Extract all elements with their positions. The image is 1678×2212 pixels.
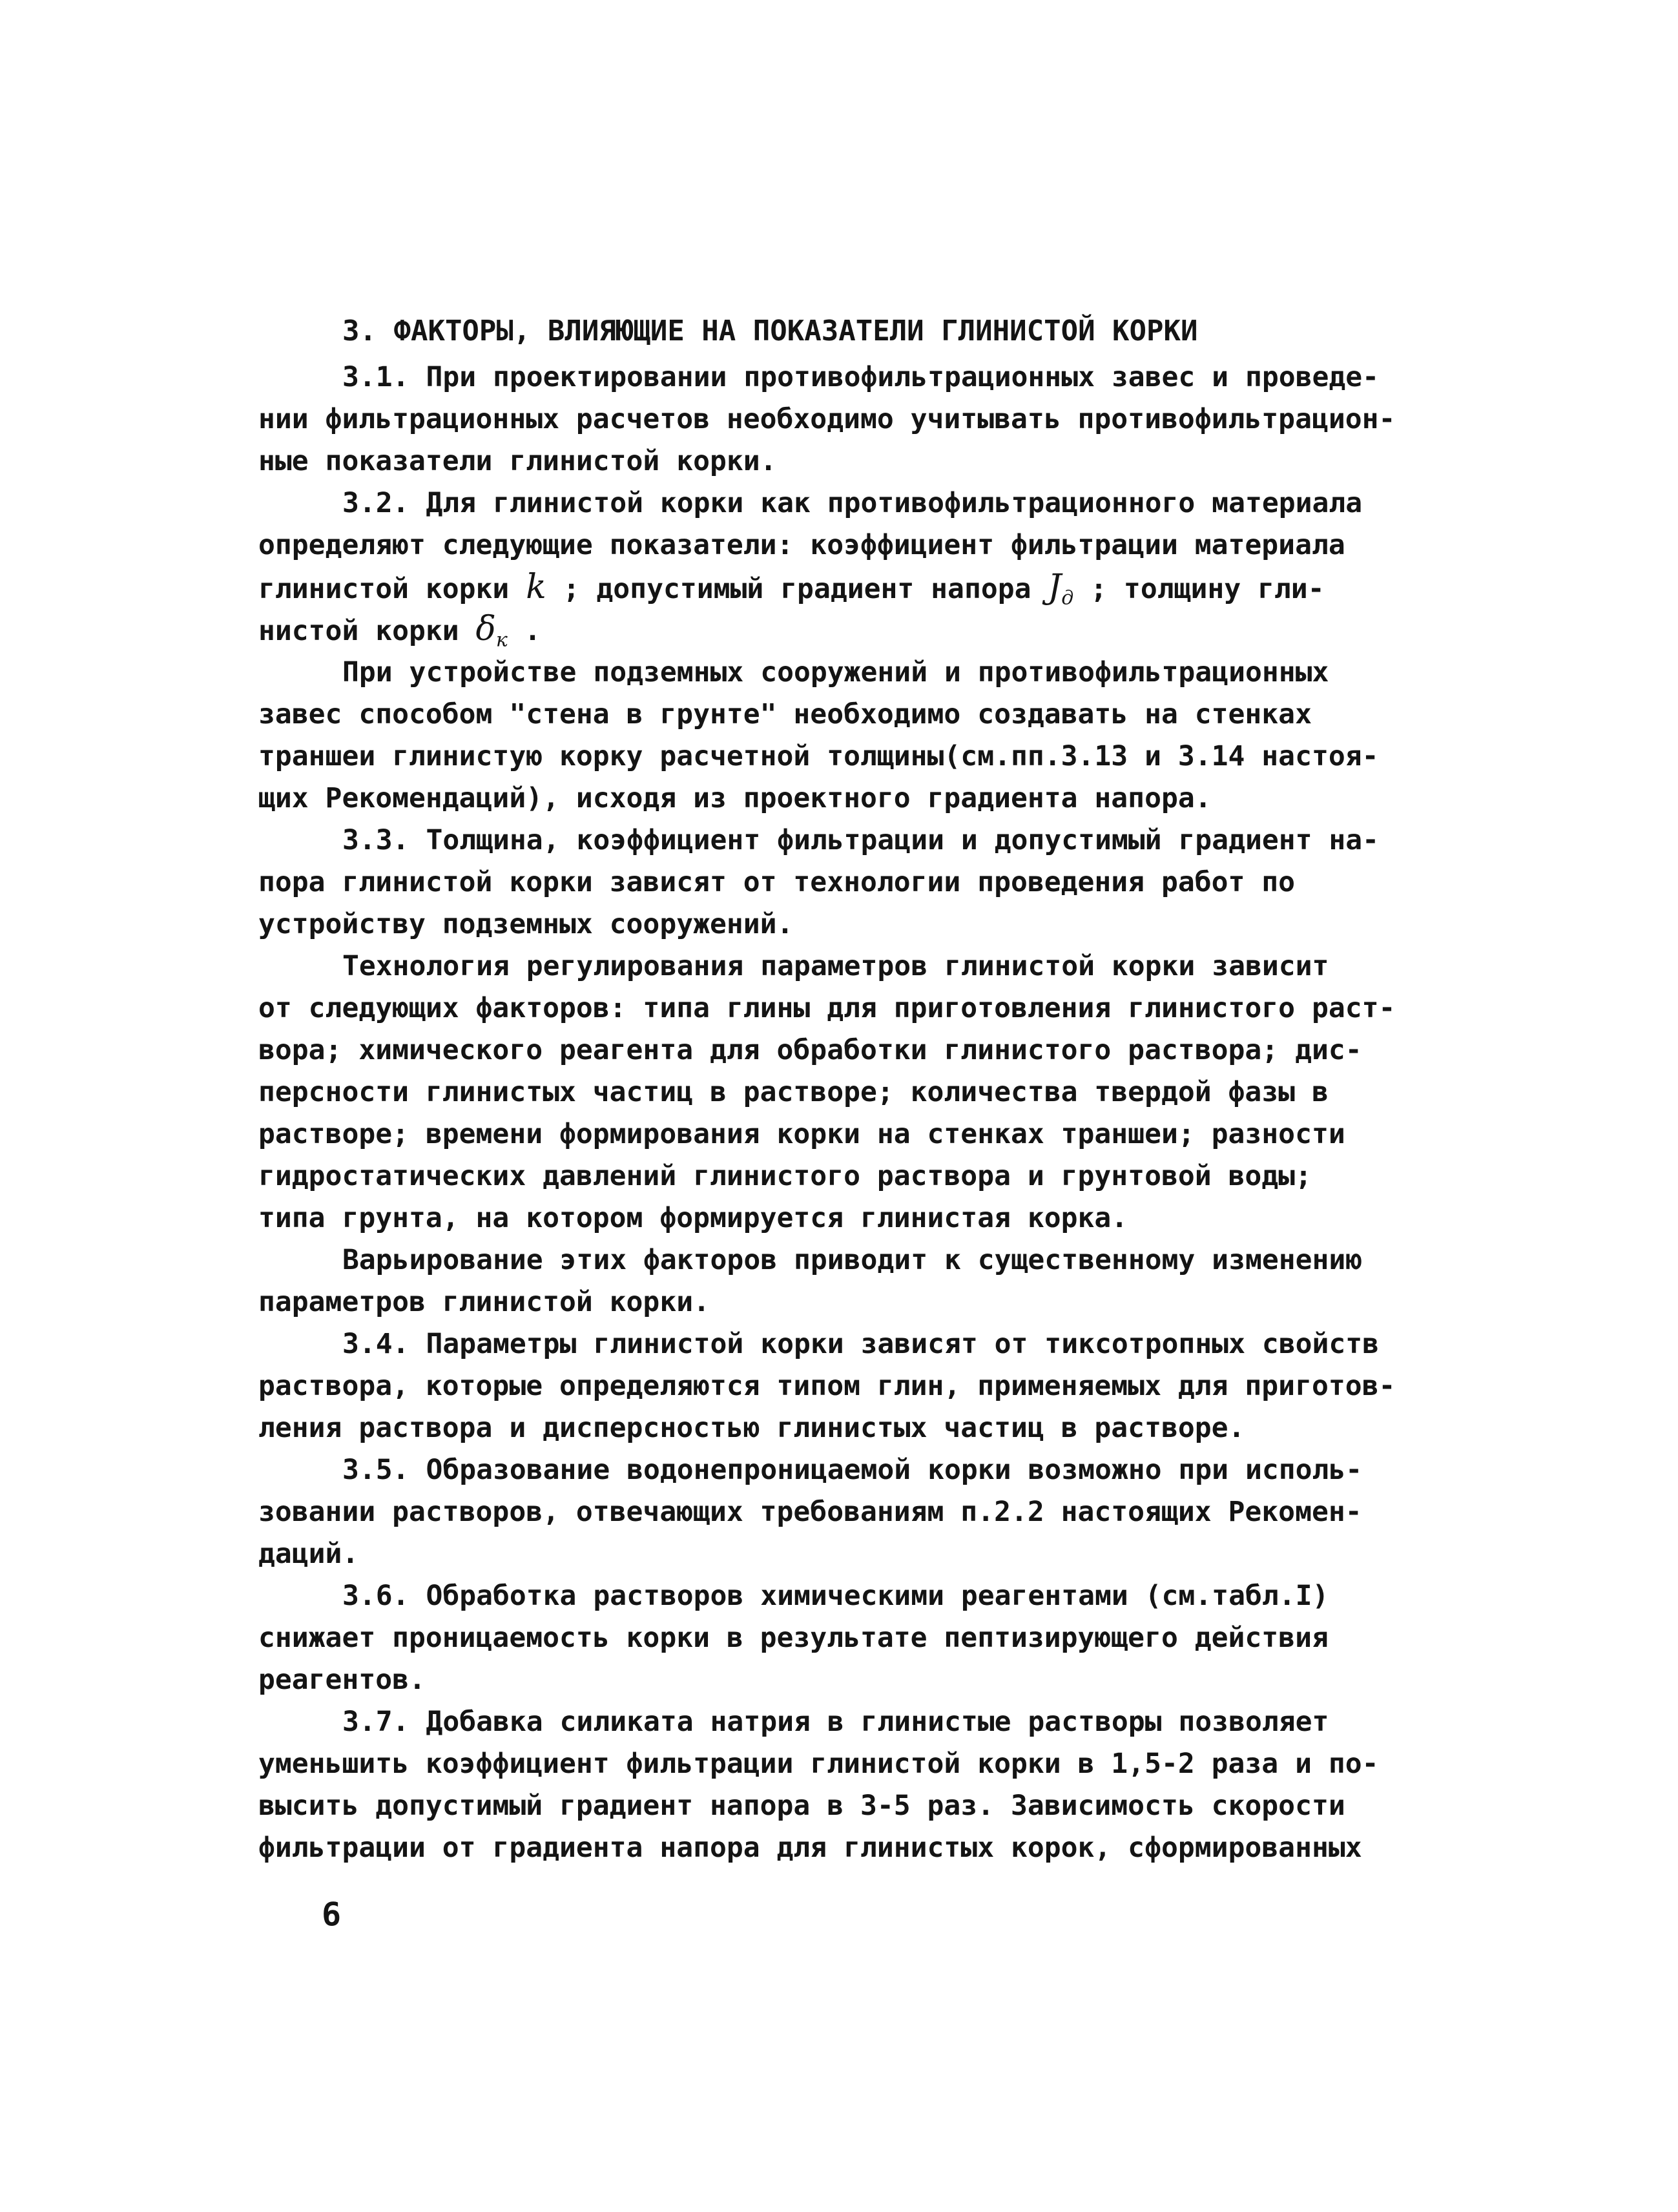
- text-line: персности глинистых частиц в растворе; количества твердой фазы в: [258, 1076, 1329, 1108]
- text-span: .: [507, 615, 541, 647]
- paragraph-3-1: [258, 357, 1434, 482]
- text-line: высить допустимый градиент напора в 3-5 раз. Зависимость скорости: [258, 1790, 1345, 1822]
- text-line: нии фильтрационных расчетов необходимо учитывать противофильтрацион-: [258, 403, 1396, 435]
- paragraph-3-2: [258, 482, 1434, 650]
- text-span: глинистой корки: [258, 573, 526, 605]
- text-line: гидростатических давлений глинистого раствора и грунтовой воды;: [258, 1160, 1312, 1192]
- text-line: от следующих факторов: типа глины для приготовления глинистого раст-: [258, 992, 1396, 1024]
- text-line: фильтрации от градиента напора для глинистых корок, сформированных: [258, 1832, 1362, 1864]
- text-line: Технология регулирования параметров глинистой корки зависит: [342, 950, 1329, 982]
- text-line: 3.5. Образование водонепроницаемой корки возможно при исполь-: [342, 1454, 1363, 1486]
- text-line: 3.2. Для глинистой корки как противофильтрационного материала: [342, 487, 1363, 519]
- text-line: 3.3. Толщина, коэффициент фильтрации и допустимый градиент на-: [342, 824, 1380, 856]
- paragraph-underground: [258, 652, 1434, 820]
- text-line: растворе; времени формирования корки на стенках траншеи; разности: [258, 1118, 1345, 1150]
- text-span: нистой корки: [258, 615, 476, 647]
- paragraph-3-7: [258, 1701, 1434, 1869]
- text-block: [258, 310, 1434, 1869]
- symbol-j: J: [1048, 568, 1062, 606]
- text-span: ; толщину гли-: [1073, 573, 1325, 605]
- text-line: снижает проницаемость корки в результате пептизирующего действия: [258, 1622, 1329, 1654]
- text-line: Варьирование этих факторов приводит к существенному изменению: [342, 1244, 1363, 1276]
- text-span: ; допустимый градиент напора: [546, 573, 1048, 605]
- symbol-k: k: [526, 568, 546, 606]
- formula-line: [258, 566, 1434, 608]
- text-line: определяют следующие показатели: коэффициент фильтрации материала: [258, 529, 1345, 561]
- text-line: параметров глинистой корки.: [258, 1286, 710, 1318]
- page-number: 6: [322, 1896, 342, 1933]
- text-line: ления раствора и дисперсностью глинистых частиц в растворе.: [258, 1412, 1245, 1444]
- text-line: 3.4. Параметры глинистой корки зависят от тиксотропных свойств: [342, 1328, 1380, 1360]
- text-line: траншеи глинистую корку расчетной толщины(см.пп.3.13 и 3.14 настоя-: [258, 740, 1379, 772]
- text-line: даций.: [258, 1538, 359, 1570]
- symbol-delta: δ: [475, 610, 496, 648]
- text-line: завес способом "стена в грунте" необходимо создавать на стенках: [258, 698, 1312, 730]
- paragraph-3-4: [258, 1323, 1434, 1449]
- text-line: щих Рекомендаций), исходя из проектного градиента напора.: [258, 782, 1212, 814]
- text-line: раствора, которые определяются типом глин, применяемых для приготов-: [258, 1370, 1396, 1402]
- paragraph-variation: [258, 1239, 1434, 1323]
- text-line: пора глинистой корки зависят от технологии проведения работ по: [258, 866, 1296, 898]
- text-line: типа грунта, на котором формируется глинистая корка.: [258, 1202, 1128, 1234]
- text-line: 3.1. При проектировании противофильтрационных завес и проведе-: [342, 361, 1380, 393]
- text-line: 3.6. Обработка растворов химическими реагентами (см.табл.I): [342, 1580, 1329, 1612]
- symbol-delta-subscript: к: [495, 628, 508, 652]
- text-line: вора; химического реагента для обработки глинистого раствора; дис-: [258, 1034, 1362, 1066]
- text-line: При устройстве подземных сооружений и противофильтрационных: [342, 656, 1329, 688]
- text-line: ные показатели глинистой корки.: [258, 445, 777, 477]
- paragraph-3-5: [258, 1449, 1434, 1575]
- paragraph-3-6: [258, 1575, 1434, 1701]
- paragraph-3-3: [258, 820, 1434, 946]
- formula-line: [258, 608, 1434, 650]
- symbol-j-subscript: д: [1061, 586, 1074, 610]
- text-line: реагентов.: [258, 1664, 426, 1696]
- text-line: 3.7. Добавка силиката натрия в глинистые растворы позволяет: [342, 1706, 1329, 1738]
- text-line: уменьшить коэффициент фильтрации глинистой корки в 1,5-2 раза и по-: [258, 1748, 1379, 1780]
- paragraph-technology: [258, 946, 1434, 1239]
- section-heading: 3. ФАКТОРЫ, ВЛИЯЮЩИЕ НА ПОКАЗАТЕЛИ ГЛИНИСТОЙ КОРКИ: [342, 315, 1198, 347]
- text-line: зовании растворов, отвечающих требованиям п.2.2 настоящих Рекомен-: [258, 1496, 1362, 1528]
- text-line: устройству подземных сооружений.: [258, 908, 794, 940]
